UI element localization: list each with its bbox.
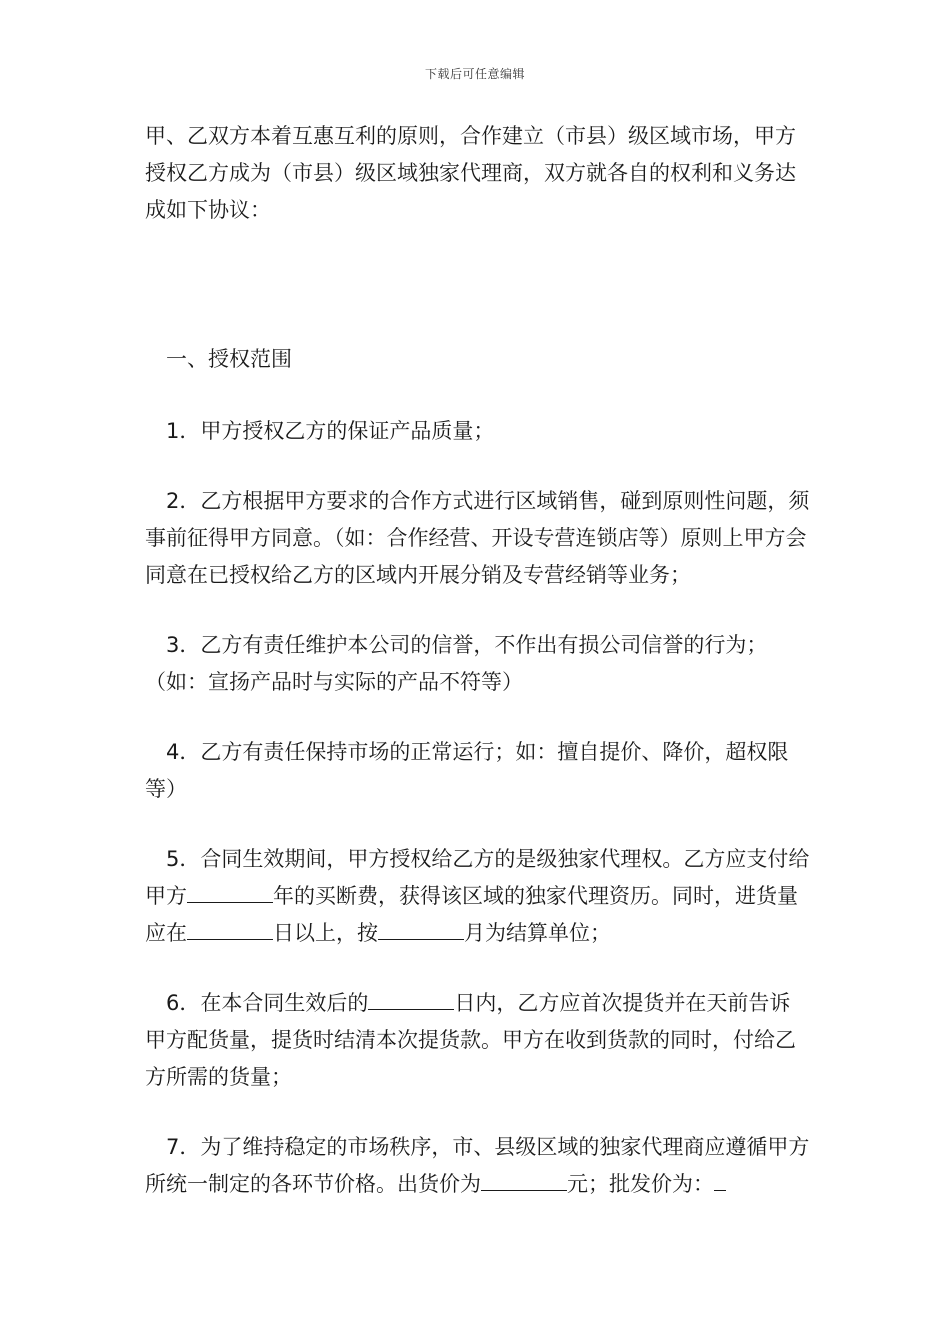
clause-5-text-b: 年的买断费，获得该区域的独家代理资历。同时，进货量应在 [145, 884, 798, 945]
page-header-note: 下载后可任意编辑 [424, 67, 525, 81]
clause-4: 4．乙方有责任保持市场的正常运行；如：擅自提价、降价，超权限等） [145, 740, 789, 801]
clause-7-text-b: 元；批发价为： [567, 1172, 714, 1196]
section-title: 一、授权范围 [166, 347, 292, 371]
fill-in-blank-days [368, 991, 454, 1010]
intro-paragraph: 甲、乙双方本着互惠互利的原则，合作建立（市县）级区域市场，甲方授权乙方成为（市县）级区域独家代理商，双方就各自的权利和义务达成如下协议： [145, 124, 796, 222]
clause-7-text-a: 7．为了维持稳定的市场秩序，市、县级区域的独家代理商应遵循甲方所统一制定的各环节价格。出货价为 [145, 1135, 810, 1196]
clause-5-text-c: 日以上，按 [273, 921, 378, 945]
fill-in-blank-months [378, 921, 464, 940]
clause-7 [145, 1129, 810, 1203]
clause-3: 3．乙方有责任维护本公司的信誉，不作出有损公司信誉的行为；（如：宣扬产品时与实际的产品不符等） [145, 633, 768, 694]
clause-6 [145, 985, 810, 1096]
clause-5 [145, 841, 810, 952]
fill-in-blank-price [481, 1172, 567, 1191]
fill-in-blank-years [187, 884, 273, 903]
fill-in-blank-wholesale [714, 1172, 726, 1191]
clause-5-text-a: 5．合同生效期间，甲方授权给乙方的是级独家代理权。乙方应支付给甲方 [145, 847, 810, 908]
fill-in-blank-volume [187, 921, 273, 940]
clause-2: 2．乙方根据甲方要求的合作方式进行区域销售，碰到原则性问题，须事前征得甲方同意。（如：合作经营、开设专营连锁店等）原则上甲方会同意在已授权给乙方的区域内开展分销及专营经销等业务； [145, 489, 810, 587]
document-body [145, 118, 810, 1203]
clause-6-text-a: 6．在本合同生效后的 [166, 991, 369, 1015]
clause-1: 1．甲方授权乙方的保证产品质量； [166, 419, 495, 443]
clause-6-text-b: 日内，乙方应首次提货并在天前告诉甲方配货量，提货时结清本次提货款。甲方在收到货款的同时，付给乙方所需的货量； [145, 991, 796, 1089]
clause-5-text-d: 月为结算单位； [464, 921, 611, 945]
